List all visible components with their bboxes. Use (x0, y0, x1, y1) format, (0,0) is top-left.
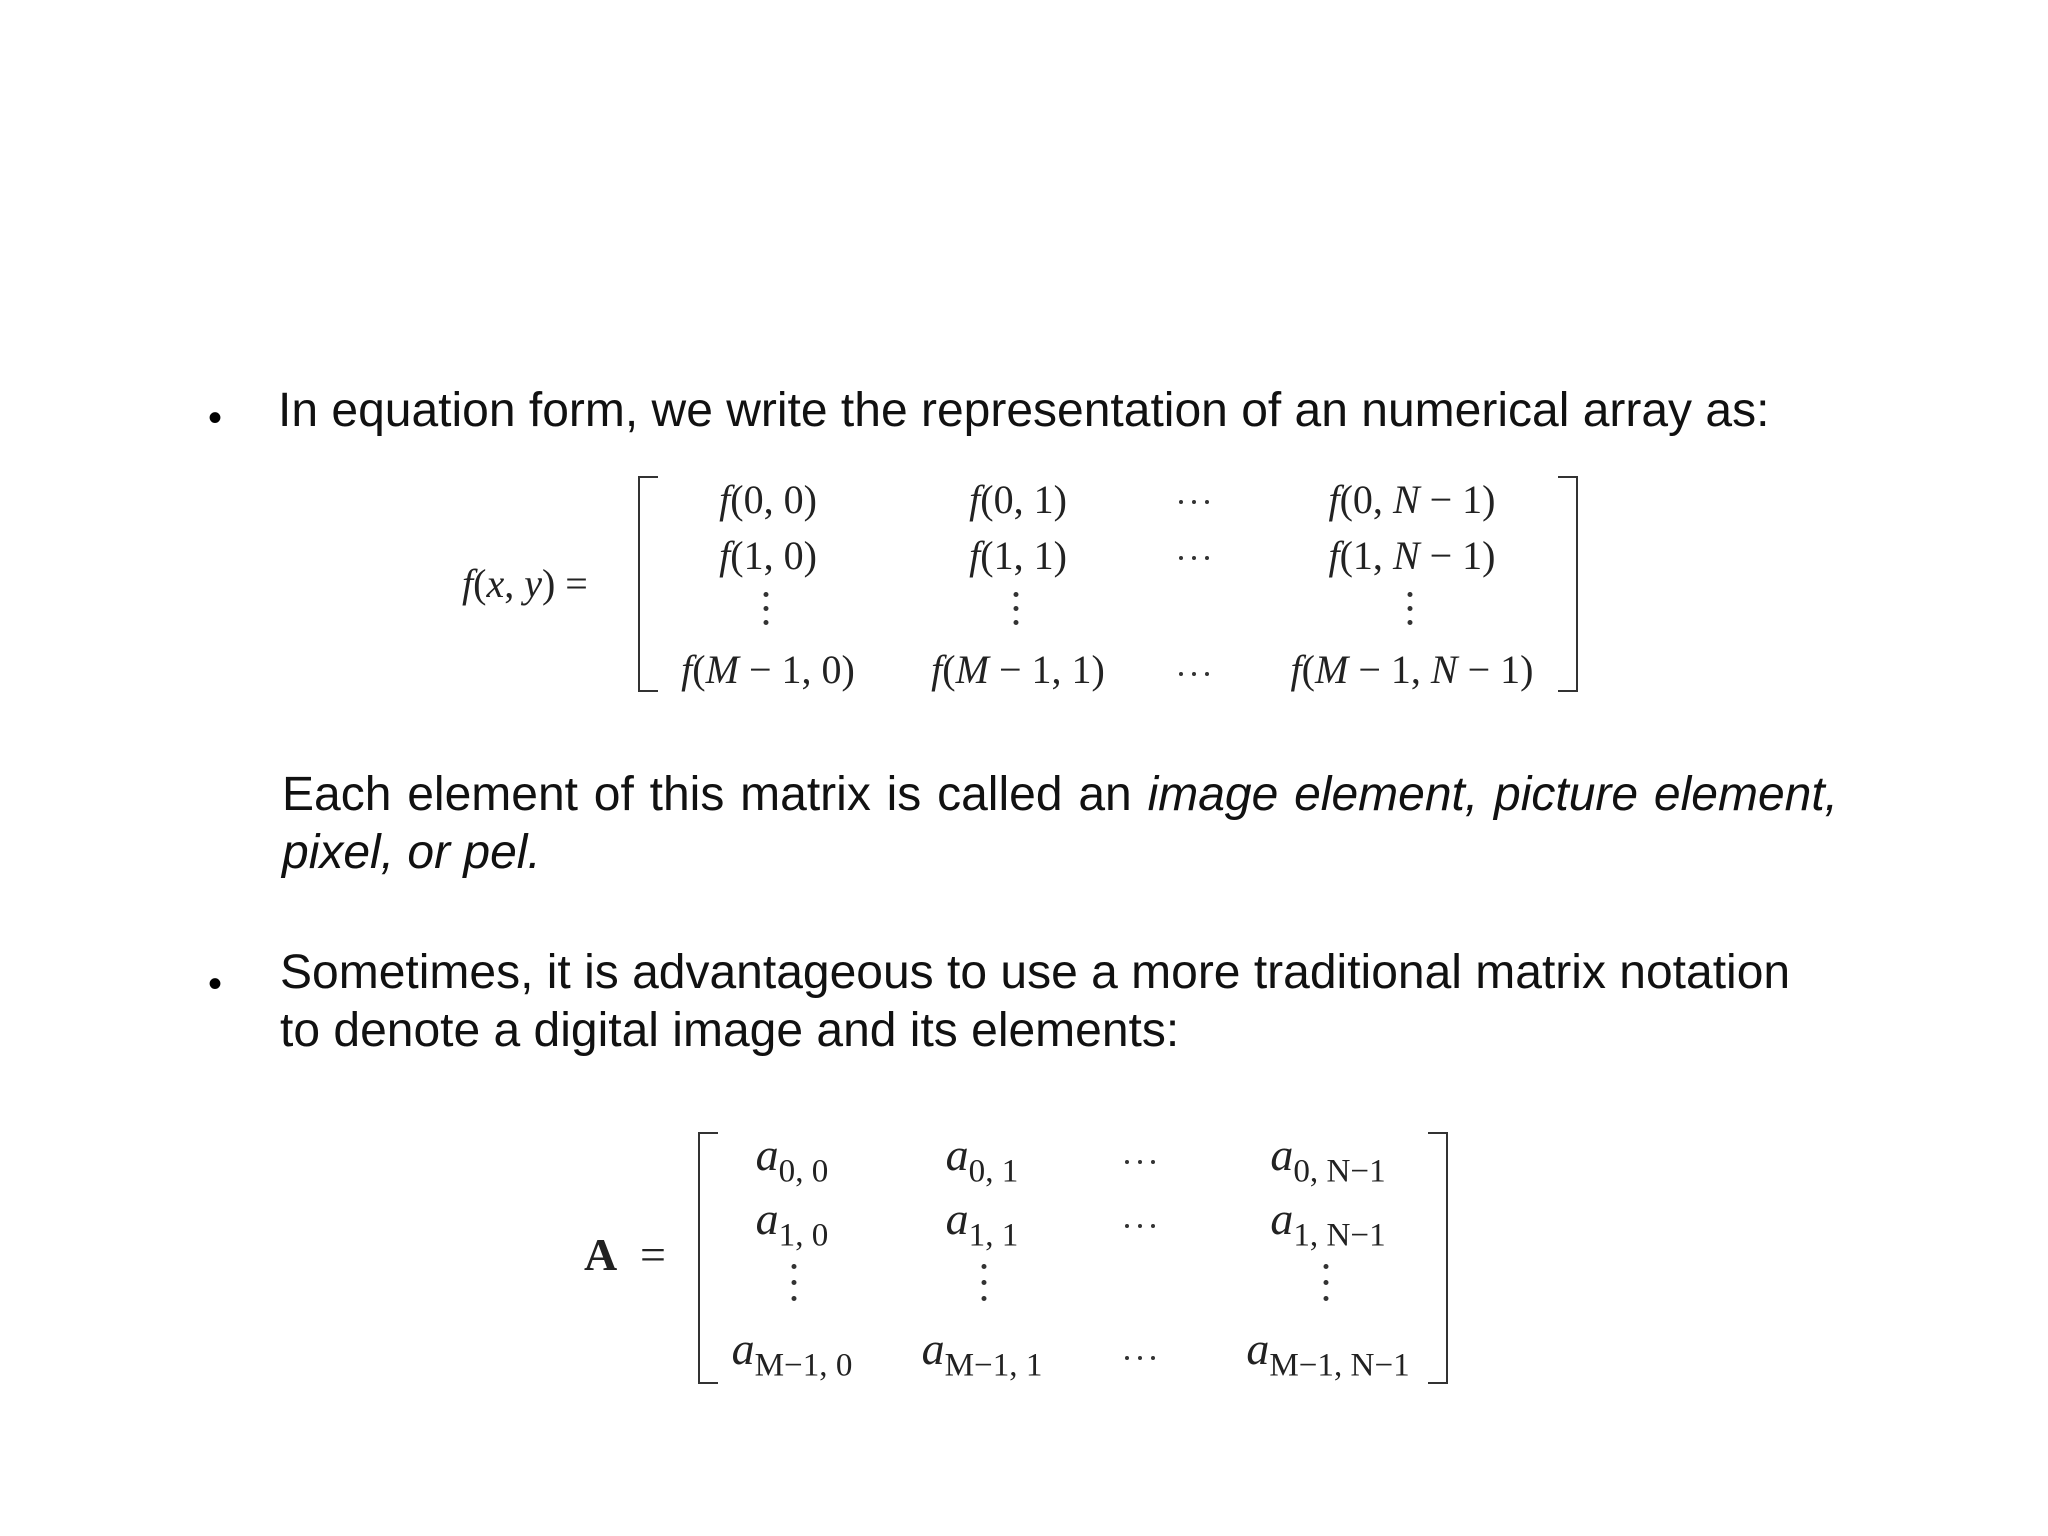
bullet-text-2-line-1: Sometimes, it is advantageous to use a more traditional matrix notation (280, 946, 1791, 999)
matrix-cell: f(0, 1) (969, 477, 1067, 522)
matrix-cell: $a_{M-1, 0}$ (731, 1323, 853, 1384)
bullet-text-2-line-2: to denote a digital image and its elements: (280, 1004, 1180, 1057)
matrix-cell: $a_{1, 1}$ (945, 1193, 1019, 1254)
matrix-cell: f(0, 0) (719, 477, 817, 522)
bullet-marker: • (208, 396, 223, 440)
bullet-text-1: In equation form, we write the representation of an numerical array as: (278, 384, 1770, 437)
matrix-cell: f(1, 1) (969, 533, 1067, 578)
matrix-cell: $a_{1, 0}$ (755, 1193, 829, 1254)
matrix-cell: f(M − 1, 0) (681, 647, 855, 692)
matrix-cell: $a_{1, N-1}$ (1270, 1193, 1386, 1254)
hdots (1125, 1356, 1155, 1360)
paragraph-text: Each element of this matrix is called an (282, 768, 1148, 821)
paragraph-italic-terms: image element, picture element, pixel, or pel. (282, 768, 1839, 879)
matrix-cell: $a_{0, 1}$ (945, 1129, 1019, 1190)
right-bracket (1428, 1132, 1448, 1384)
matrix-cell: $a_{0, 0}$ (755, 1129, 829, 1190)
vdots (982, 1264, 987, 1301)
equals-sign: = (640, 1229, 666, 1280)
hdots (1125, 1160, 1155, 1164)
equation-lhs: f(x, y) = (462, 561, 588, 606)
matrix-cell: f(M − 1, 1) (931, 647, 1105, 692)
matrix-a-symbol: A (584, 1229, 618, 1280)
hdots (1125, 1224, 1155, 1228)
matrix-cell: f(1, 0) (719, 533, 817, 578)
left-bracket (698, 1132, 718, 1384)
matrix-cell: $a_{M-1, 1}$ (921, 1323, 1043, 1384)
matrix-cell: f(M − 1, N − 1) (1290, 647, 1534, 692)
bullet-marker: • (208, 962, 223, 1006)
matrix-cell: f(0, N − 1) (1328, 477, 1496, 522)
matrix-cell: $a_{M-1, N-1}$ (1246, 1323, 1410, 1384)
vdots (792, 1264, 797, 1301)
vdots (1324, 1264, 1329, 1301)
matrix-cell: $a_{0, N-1}$ (1270, 1129, 1386, 1190)
matrix-cell: f(1, N − 1) (1328, 533, 1496, 578)
